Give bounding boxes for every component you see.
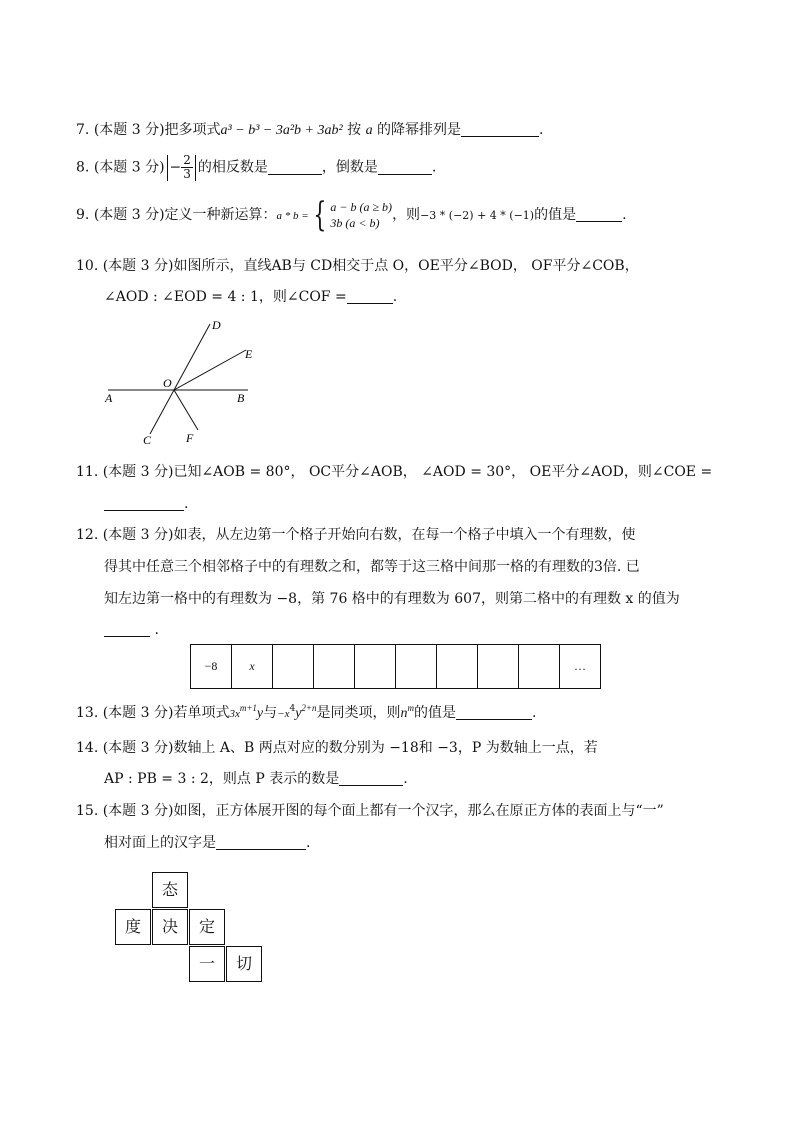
- question-text: (本题 3 分)如表，从左边第一个格子开始向右数，在每一个格子中填入一个有理数，使: [102, 527, 636, 543]
- fraction-denominator: 3: [183, 167, 191, 181]
- question-11-line-2: [104, 494, 188, 514]
- minus-sign: −: [169, 159, 182, 176]
- answer-blank[interactable]: [456, 705, 532, 720]
- label-c: C: [143, 433, 152, 447]
- period: .: [392, 289, 398, 305]
- variable: n: [400, 706, 408, 721]
- operation-definition: a * b =: [276, 210, 309, 222]
- exponent: 4: [289, 704, 296, 714]
- net-face: 定: [189, 909, 225, 945]
- period: .: [154, 622, 159, 638]
- question-text: ，则: [392, 207, 421, 223]
- label-d: D: [212, 318, 221, 332]
- question-number: 9.: [76, 207, 90, 223]
- period: .: [184, 496, 189, 512]
- line-cd: [150, 324, 210, 434]
- period: .: [403, 771, 408, 787]
- question-text: ，倒数是: [321, 159, 378, 176]
- answer-blank-1[interactable]: [268, 160, 322, 175]
- left-brace: {: [313, 195, 327, 235]
- question-text: (本题 3 分)如图，正方体展开图的每个面上都有一个汉字，那么在原正方体的表面上与“一”: [102, 803, 664, 819]
- question-11: [76, 462, 712, 482]
- grid-cell: [314, 645, 355, 689]
- variable: y: [295, 706, 302, 721]
- grid-cell: −8: [191, 645, 232, 689]
- net-face: 度: [115, 909, 151, 945]
- question-number: 14.: [76, 740, 99, 756]
- question-text: 的值是: [534, 207, 577, 223]
- question-text: AP : PB = 3 : 2，则点 P 表示的数是: [104, 771, 340, 787]
- question-text: 的值是: [413, 705, 456, 721]
- grid-cell: [519, 645, 560, 689]
- ray-of: [174, 390, 198, 430]
- grid-cell: [437, 645, 478, 689]
- label-f: F: [186, 431, 194, 445]
- question-number: 12.: [76, 527, 99, 543]
- angle-figure: [100, 314, 260, 450]
- case-1: a − b (a ≥ b): [330, 200, 393, 214]
- period: .: [306, 835, 311, 851]
- question-text: 的降幂排列是: [377, 122, 462, 138]
- question-10: [76, 256, 639, 276]
- question-13: [76, 703, 536, 724]
- label-o: O: [163, 376, 172, 390]
- question-15-line-2: [104, 833, 310, 853]
- grid-cell: [355, 645, 396, 689]
- answer-blank[interactable]: [339, 771, 403, 786]
- answer-blank[interactable]: [104, 496, 184, 511]
- table-row: [191, 645, 601, 689]
- question-text: (本题 3 分)已知∠AOB = 80°， OC平分∠AOB， ∠AOD = 30°， OE平分∠AOD，则∠COE =: [102, 464, 713, 480]
- answer-blank-2[interactable]: [378, 160, 432, 175]
- answer-blank[interactable]: [347, 289, 393, 304]
- question-prefix: (本题 3 分): [93, 159, 165, 176]
- net-face: 一: [189, 946, 225, 982]
- case-2: 3b (a < b): [330, 216, 380, 230]
- question-number: 13.: [76, 705, 99, 721]
- question-15: [76, 801, 664, 821]
- label-b: B: [237, 391, 245, 405]
- question-text: 相对面上的汉字是: [104, 835, 216, 851]
- question-number: 8.: [76, 159, 90, 176]
- number-grid: [190, 644, 601, 689]
- period: .: [431, 159, 437, 176]
- question-prefix: (本题 3 分)把多项式: [93, 122, 221, 138]
- answer-blank[interactable]: [104, 622, 150, 637]
- period: .: [531, 705, 537, 721]
- question-8: [76, 154, 436, 181]
- exponent: m+1: [239, 703, 257, 713]
- net-face: 切: [226, 946, 262, 982]
- exponent: m: [407, 703, 414, 713]
- label-e: E: [245, 347, 253, 361]
- question-text: 的相反数是: [197, 159, 268, 176]
- grid-cell: …: [560, 645, 601, 689]
- grid-cell: [273, 645, 314, 689]
- period: .: [622, 207, 627, 223]
- question-text: 与: [263, 705, 278, 721]
- fraction-numerator: 2: [183, 153, 191, 167]
- expression: −3 * (−2) + 4 * (−1): [420, 209, 535, 222]
- period: .: [539, 122, 544, 138]
- answer-blank[interactable]: [216, 835, 306, 850]
- question-prefix: (本题 3 分)若单项式: [102, 705, 230, 721]
- question-text: 知左边第一格中的有理数为 −8，第 76 格中的有理数为 607，则第二格中的有理数 x 的值为: [104, 591, 680, 607]
- label-a: A: [105, 391, 113, 405]
- monomial-2: −x: [277, 708, 290, 720]
- question-7: [76, 120, 544, 141]
- question-text: ∠AOD : ∠EOD = 4 : 1，则∠COF =: [104, 289, 347, 305]
- question-12-line-2: [104, 557, 640, 577]
- question-number: 10.: [76, 258, 99, 274]
- monomial-1: 3x: [229, 708, 240, 720]
- question-12-line-3: [104, 589, 680, 609]
- variable: y: [256, 706, 264, 721]
- question-number: 7.: [76, 122, 90, 138]
- question-10-line-2: [104, 287, 397, 307]
- variable: a: [365, 123, 373, 138]
- piecewise-cases: [330, 199, 392, 231]
- answer-blank[interactable]: [576, 207, 622, 222]
- net-face: 决: [152, 909, 188, 945]
- question-12: [76, 525, 635, 545]
- exponent: 2+n: [301, 703, 317, 713]
- question-12-line-4: [104, 620, 159, 640]
- grid-cell: [478, 645, 519, 689]
- question-14-line-2: [104, 769, 408, 789]
- answer-blank[interactable]: [461, 122, 539, 137]
- grid-cell: x: [232, 645, 273, 689]
- grid-cell: [396, 645, 437, 689]
- question-14: [76, 738, 598, 758]
- fraction: [181, 154, 193, 181]
- question-number: 15.: [76, 803, 99, 819]
- abs-bar-right: [195, 155, 196, 181]
- question-prefix: (本题 3 分)定义一种新运算：: [93, 207, 277, 223]
- question-text: (本题 3 分)如图所示，直线AB与 CD相交于点 O，OE平分∠BOD， OF平分∠COB，: [102, 258, 639, 274]
- net-face-top: 态: [152, 872, 188, 908]
- question-text: 按: [347, 122, 362, 138]
- abs-bar-left: [167, 155, 168, 181]
- question-9: [76, 195, 627, 235]
- question-text: 得其中任意三个相邻格子中的有理数之和，都等于这三格中间那一格的有理数的3倍. 已: [104, 559, 640, 575]
- question-number: 11.: [76, 464, 99, 480]
- question-text: (本题 3 分)数轴上 A、B 两点对应的数分别为 −18和 −3，P 为数轴上一点，若: [102, 740, 598, 756]
- question-text: 是同类项，则: [316, 705, 401, 721]
- polynomial: a³ − b³ − 3a²b + 3ab²: [220, 123, 343, 138]
